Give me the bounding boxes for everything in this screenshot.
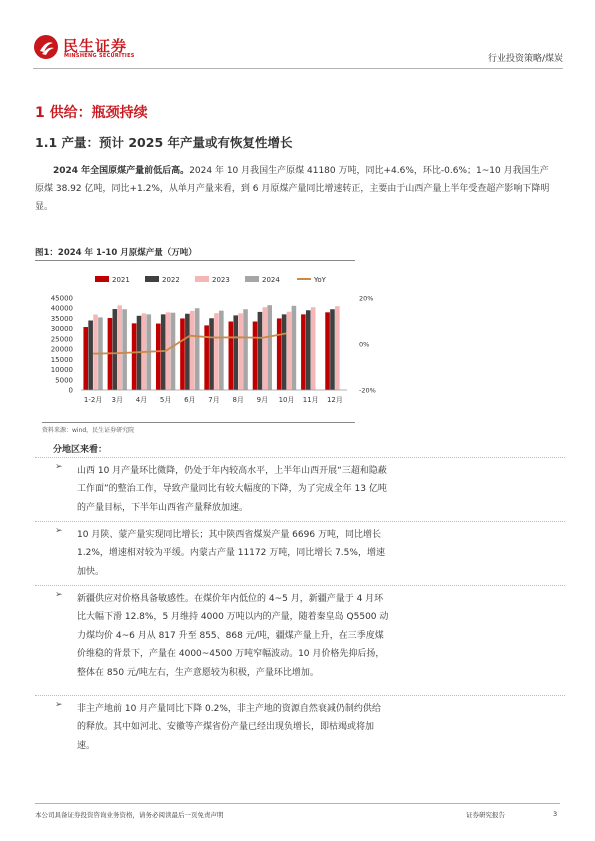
legend-label: 2022 bbox=[162, 276, 180, 284]
bar-2021 bbox=[229, 322, 234, 390]
page-footer bbox=[35, 803, 560, 819]
bar-2022 bbox=[306, 310, 311, 390]
subsection-heading: 1.1 产量：预计 2025 年产量或有恢复性增长 bbox=[35, 135, 293, 150]
bar-2022 bbox=[209, 318, 214, 390]
bar-2022 bbox=[88, 320, 93, 390]
bar-2023 bbox=[190, 311, 195, 390]
minsheng-logo-icon bbox=[33, 34, 59, 60]
logo-text-en: MINSHENG SECURITIES bbox=[64, 53, 135, 59]
bar-2021 bbox=[325, 312, 330, 390]
x-tick-label: 1-2月 bbox=[83, 396, 103, 404]
intro-lead: 2024 年全国原煤产量前低后高。 bbox=[53, 166, 190, 176]
legend-label: 2024 bbox=[262, 276, 280, 284]
analysis-bullet bbox=[35, 457, 565, 522]
bar-2022 bbox=[161, 314, 166, 390]
figure-source: 资料来源：wind，民生证券研究院 bbox=[42, 422, 355, 434]
bar-2022 bbox=[258, 312, 263, 390]
bullet-arrow-icon: ➢ bbox=[55, 462, 63, 472]
legend-label: 2023 bbox=[212, 276, 230, 284]
legend-label: YoY bbox=[314, 276, 326, 284]
legend-swatch bbox=[245, 276, 259, 282]
yoy-line bbox=[93, 333, 286, 353]
x-tick-label: 7月 bbox=[208, 396, 220, 404]
bar-2024 bbox=[219, 311, 224, 390]
bar-2024 bbox=[122, 309, 127, 390]
footer-disclaimer: 本公司具备证券投资咨询业务资格，请务必阅读最后一页免责声明 bbox=[35, 811, 224, 819]
bar-2021 bbox=[277, 318, 282, 390]
x-tick-label: 8月 bbox=[232, 396, 244, 404]
x-tick-label: 6月 bbox=[184, 396, 196, 404]
analysis-bullet bbox=[35, 695, 565, 760]
page-number: 3 bbox=[553, 810, 558, 818]
report-category: 行业投资策略/煤炭 bbox=[487, 54, 563, 64]
y-tick-label: 30000 bbox=[50, 325, 73, 334]
bar-2024 bbox=[171, 313, 176, 390]
intro-body: 2024 年 10 月我国生产原煤 41180 万吨，同比+4.6%，环比-0.6%；1~10 月我国生产原煤 38.92 亿吨，同比+1.2%，从单月产量来看，到 6 月原煤产量同比增速转正，主要由于山西产量上半年受查超产影响下降明显。 bbox=[35, 166, 550, 212]
y-tick-label: 5000 bbox=[55, 376, 73, 385]
bullet-arrow-icon: ➢ bbox=[55, 590, 63, 600]
x-tick-label: 11月 bbox=[302, 396, 319, 404]
bar-2023 bbox=[263, 307, 268, 390]
x-tick-label: 4月 bbox=[135, 396, 148, 404]
bar-2022 bbox=[185, 314, 190, 390]
bar-2021 bbox=[180, 318, 185, 390]
y2-tick-label: -20% bbox=[359, 386, 376, 395]
page-header bbox=[33, 34, 563, 69]
y2-tick-label: 20% bbox=[359, 294, 374, 303]
x-tick-label: 12月 bbox=[326, 396, 343, 404]
coal-output-chart bbox=[35, 268, 380, 418]
bar-2024 bbox=[267, 305, 272, 390]
bar-2024 bbox=[292, 306, 297, 390]
x-tick-label: 9月 bbox=[256, 396, 269, 404]
figure-title: 图1：2024 年 1-10 月原煤产量（万吨） bbox=[35, 246, 355, 261]
y-tick-label: 45000 bbox=[50, 294, 73, 303]
bullet-arrow-icon: ➢ bbox=[55, 526, 63, 536]
y-tick-label: 40000 bbox=[50, 304, 73, 313]
section-heading: 1 供给：瓶颈持续 bbox=[35, 105, 148, 121]
y2-tick-label: 0% bbox=[359, 340, 370, 349]
bar-2023 bbox=[287, 312, 292, 390]
bar-2021 bbox=[83, 327, 88, 390]
bullet-text: 新疆供应对价格具备敏感性。在煤价年内低位的 4~5 月，新疆产量于 4 月环比大幅下滑 12.8%，5 月维持 4000 万吨以内的产量，随着秦皇岛 Q5500 动力煤均价 4~6 月从 817 升至 855、868 元/吨，疆煤产量上升，在三季度煤价维稳的背景下，产量在 4000~4500 万吨窄幅波动。10 月价格先抑后扬，整体在 850 元/吨左右，生产意愿较为积极，产量环比增加。 bbox=[77, 594, 389, 678]
bullet-text: 山西 10 月产量环比微降，仍处于年内较高水平，上半年山西开展“三超和隐蔽工作面”的整治工作，导致产量同比有较大幅度的下降，为了完成全年 13 亿吨的产量目标，下半年山西省产量释放加速。 bbox=[77, 466, 387, 513]
footer-report-type: 证券研究报告 bbox=[466, 811, 505, 819]
y-tick-label: 25000 bbox=[50, 335, 73, 344]
bar-2021 bbox=[132, 323, 137, 390]
logo-text-cn: 民生证券 bbox=[63, 37, 128, 55]
analysis-bullet bbox=[35, 585, 565, 696]
bar-2023 bbox=[335, 306, 340, 390]
bullet-arrow-icon: ➢ bbox=[55, 700, 63, 710]
bar-2022 bbox=[330, 309, 335, 390]
legend-label: 2021 bbox=[112, 276, 130, 284]
bar-2021 bbox=[204, 325, 209, 390]
intro-paragraph bbox=[35, 162, 557, 216]
bar-2021 bbox=[156, 324, 161, 390]
bar-2023 bbox=[93, 315, 98, 390]
bullet-text: 非主产地前 10 月产量同比下降 0.2%，非主产地的资源自然衰减仍制约供给的释放。其中如河北、安徽等产煤省份产量已经出现负增长，即枯竭或将加速。 bbox=[77, 704, 381, 751]
y-tick-label: 35000 bbox=[50, 314, 73, 323]
bar-2022 bbox=[233, 315, 238, 390]
bar-2023 bbox=[117, 305, 122, 390]
bar-2023 bbox=[238, 313, 243, 390]
bar-2021 bbox=[301, 314, 306, 390]
x-tick-label: 3月 bbox=[111, 396, 124, 404]
bar-2021 bbox=[253, 322, 258, 390]
x-tick-label: 5月 bbox=[159, 396, 172, 404]
legend-swatch bbox=[195, 276, 209, 282]
legend-swatch bbox=[95, 276, 109, 282]
y-tick-label: 10000 bbox=[50, 366, 73, 375]
bar-2024 bbox=[195, 308, 200, 390]
analysis-heading: 分地区来看： bbox=[53, 445, 108, 455]
bar-2023 bbox=[311, 307, 316, 390]
y-tick-label: 15000 bbox=[50, 355, 73, 364]
bar-2022 bbox=[113, 309, 118, 390]
y-tick-label: 0 bbox=[68, 386, 73, 395]
bar-2023 bbox=[214, 313, 219, 390]
y-tick-label: 20000 bbox=[50, 345, 73, 354]
bar-2022 bbox=[282, 314, 287, 390]
bar-2024 bbox=[243, 309, 248, 390]
analysis-bullet bbox=[35, 521, 565, 586]
bullet-text: 10 月陕、蒙产量实现同比增长；其中陕西省煤炭产量 6696 万吨，同比增长 1.2%，增速相对较为平缓。内蒙古产量 11172 万吨，同比增长 7.5%，增速加快。 bbox=[77, 530, 385, 577]
legend-swatch bbox=[145, 276, 159, 282]
x-tick-label: 10月 bbox=[278, 396, 295, 404]
